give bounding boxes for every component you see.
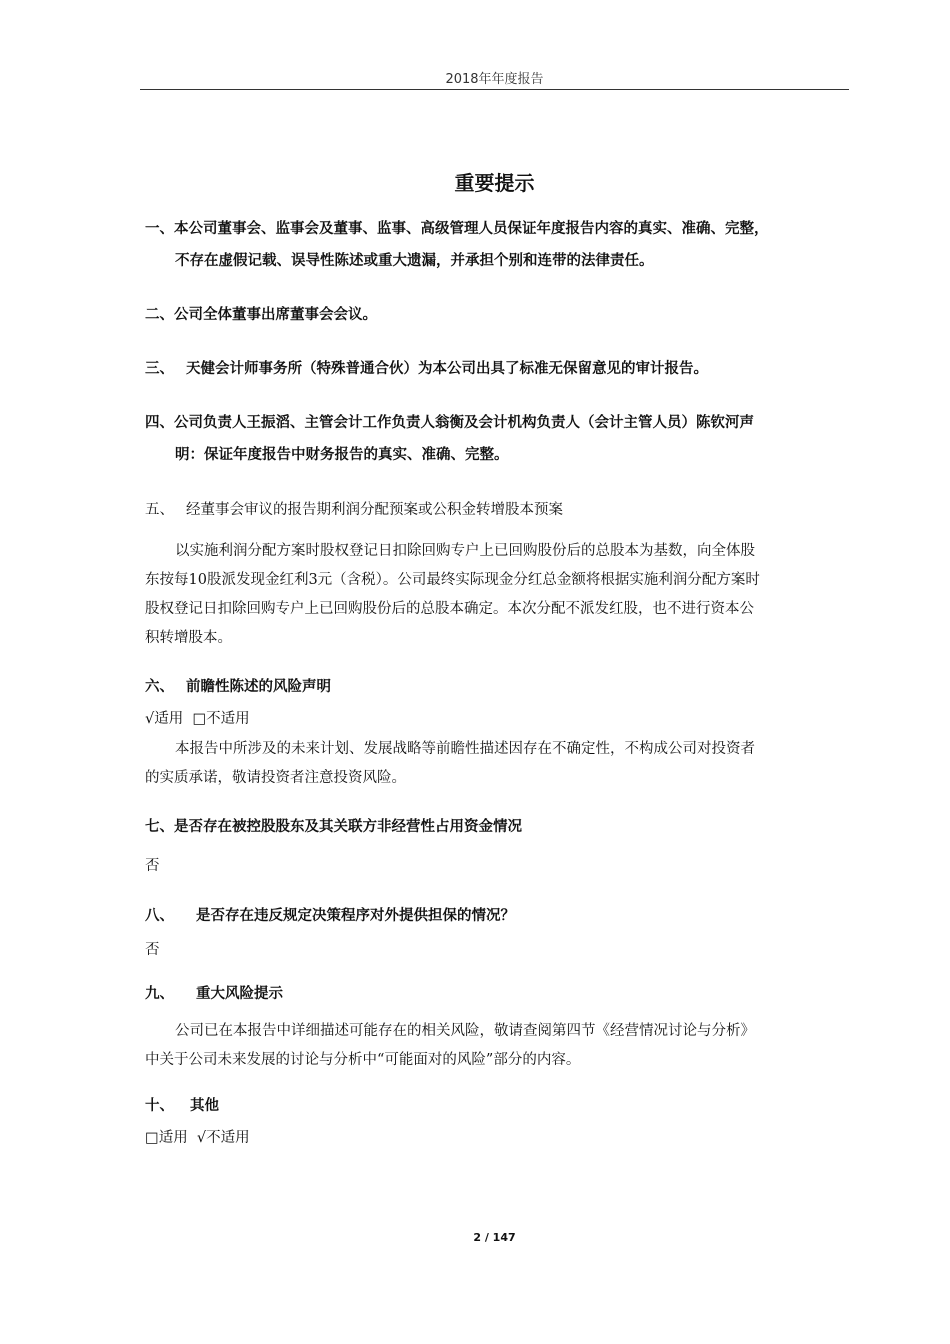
section-6-heading: 前瞻性陈述的风险声明 xyxy=(186,679,331,695)
section-1-line-2: 不存在虚假记载、误导性陈述或重大遗漏，并承担个别和连带的法律责任。 xyxy=(175,253,654,269)
section-9-body-line-2: 中关于公司未来发展的讨论与分析中“可能面对的风险”部分的内容。 xyxy=(145,1052,581,1068)
section-5-body xyxy=(145,537,849,653)
section-7-heading: 七、是否存在被控股股东及其关联方非经营性占用资金情况 xyxy=(145,819,522,835)
section-7 xyxy=(145,817,849,837)
section-10-heading: 其他 xyxy=(190,1098,219,1114)
section-10-checkbox: □适用 √不适用 xyxy=(145,1130,250,1146)
running-header: 2018年年度报告 xyxy=(445,72,544,87)
page-title: 重要提示 xyxy=(454,171,535,195)
section-5-number: 五、 xyxy=(145,502,174,518)
section-9-heading: 重大风险提示 xyxy=(196,986,283,1002)
section-8-answer xyxy=(145,940,849,960)
section-5-body-line-1: 以实施利润分配方案时股权登记日扣除回购专户上已回购股份后的总股本为基数，向全体股 xyxy=(175,543,755,559)
section-8-heading: 是否存在违反规定决策程序对外提供担保的情况？ xyxy=(196,908,515,924)
section-6-applicability xyxy=(145,709,849,729)
section-4-line-2: 明：保证年度报告中财务报告的真实、准确、完整。 xyxy=(175,447,509,463)
section-9-body xyxy=(145,1017,849,1075)
section-1 xyxy=(145,219,849,271)
section-10-number: 十、 xyxy=(145,1098,174,1114)
section-10-applicability xyxy=(145,1128,849,1148)
section-5-body-line-3: 股权登记日扣除回购专户上已回购股份后的总股本确定。本次分配不派发红股，也不进行资本公 xyxy=(145,601,754,617)
section-10 xyxy=(145,1096,849,1116)
section-3-number: 三、 xyxy=(145,361,174,377)
section-9 xyxy=(145,984,849,1004)
section-6-checkbox: √适用 □不适用 xyxy=(145,711,250,727)
section-9-body-line-1: 公司已在本报告中详细描述可能存在的相关风险，敬请查阅第四节《经营情况讨论与分析》 xyxy=(175,1023,755,1039)
section-3-text: 天健会计师事务所（特殊普通合伙）为本公司出具了标准无保留意见的审计报告。 xyxy=(186,361,708,377)
section-5-heading: 经董事会审议的报告期利润分配预案或公积金转增股本预案 xyxy=(186,502,563,518)
header-divider xyxy=(140,89,849,90)
section-8-number: 八、 xyxy=(145,908,174,924)
section-4 xyxy=(145,413,849,465)
section-8-answer-text: 否 xyxy=(145,942,160,958)
section-6-body-line-2: 的实质承诺，敬请投资者注意投资风险。 xyxy=(145,770,406,786)
section-5-body-line-4: 积转增股本。 xyxy=(145,630,232,646)
section-8 xyxy=(145,906,849,926)
section-6-body-line-1: 本报告中所涉及的未来计划、发展战略等前瞻性描述因存在不确定性，不构成公司对投资者 xyxy=(175,741,755,757)
section-5-body-line-2: 东按每10股派发现金红利3元（含税）。公司最终实际现金分红总金额将根据实施利润分配方案时 xyxy=(145,572,760,588)
section-6-number: 六、 xyxy=(145,679,174,695)
section-2-text: 二、公司全体董事出席董事会会议。 xyxy=(145,307,377,323)
section-3 xyxy=(145,359,849,379)
section-7-answer xyxy=(145,856,849,876)
section-5 xyxy=(145,500,849,520)
section-9-number: 九、 xyxy=(145,986,174,1002)
section-2 xyxy=(145,305,849,325)
page-number: 2 / 147 xyxy=(473,1231,516,1244)
section-7-answer-text: 否 xyxy=(145,858,160,874)
section-6 xyxy=(145,677,849,697)
section-6-body xyxy=(145,735,849,793)
section-1-line-1: 一、本公司董事会、监事会及董事、监事、高级管理人员保证年度报告内容的真实、准确、完整， xyxy=(145,221,769,237)
section-4-line-1: 四、公司负责人王振滔、主管会计工作负责人翁衡及会计机构负责人（会计主管人员）陈钦河声 xyxy=(145,415,754,431)
